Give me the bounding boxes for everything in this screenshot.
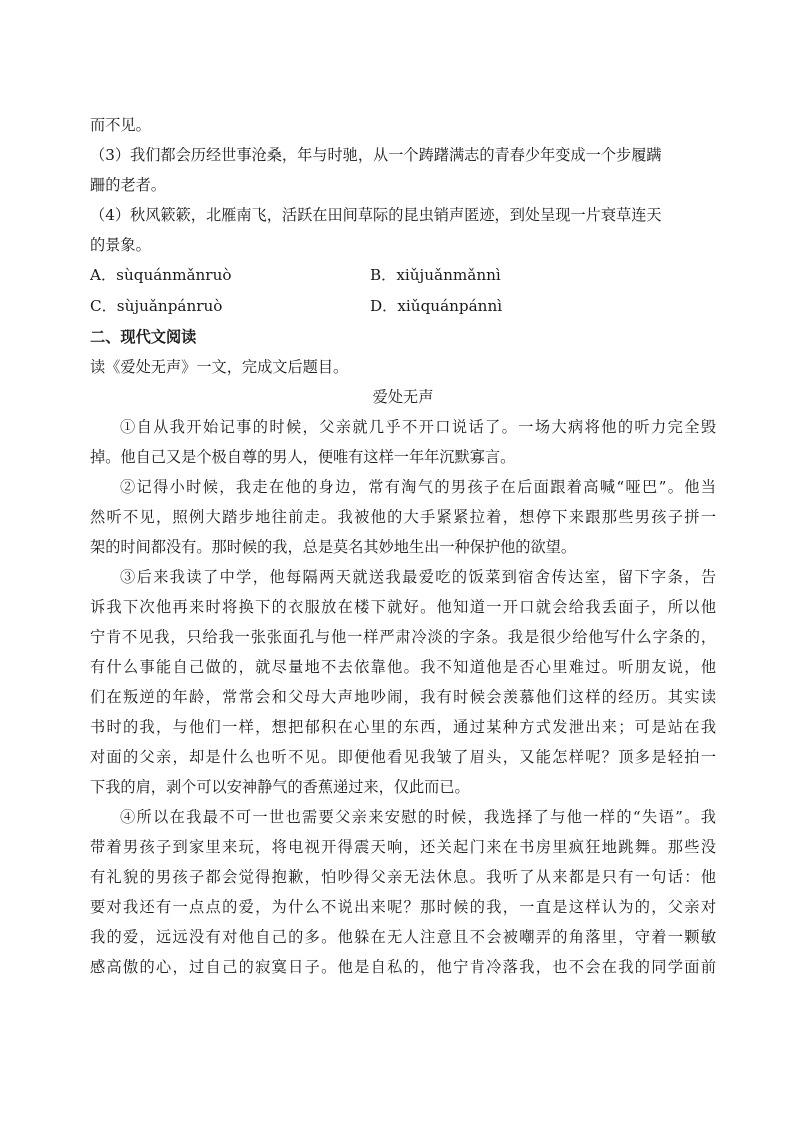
text-line: 然听不见，照例大踏步地往前走。我被他的大手紧紧拉着，想停下来跟那些男孩子拼一 (90, 508, 716, 526)
text-line: 有什么事能自己做的，就尽量地不去依靠他。我不知道他是否心里难过。听朋友说，他 (90, 658, 716, 676)
option-b: B．xiǔjuǎnmǎnnì (370, 266, 501, 284)
option-c: C．sùjuǎnpánruò (90, 297, 223, 315)
paragraph-4 (90, 802, 716, 982)
text-line: （4）秋风簌簌，北雁南飞，活跃在田间草际的昆虫销声匿迹，到处呈现一片衰草连天 (90, 206, 662, 224)
paragraph-1 (90, 412, 716, 472)
text-line: ①自从我开始记事的时候，父亲就几乎不开口说话了。一场大病将他的听力完全毁 (120, 418, 716, 436)
text-line: ③后来我读了中学，他每隔两天就送我最爱吃的饭菜到宿舍传达室，留下字条，告 (120, 568, 716, 586)
text-line: 诉我下次他再来时将换下的衣服放在楼下就好。他知道一开口就会给我丢面子，所以他 (90, 598, 716, 616)
text-line: 跚的老者。 (90, 176, 166, 194)
option-row (90, 291, 716, 322)
question-text-block (90, 110, 716, 260)
option-a: A．sùquánmǎnruò (90, 266, 232, 284)
instruction-text: 读《爱处无声》一文，完成文后题目。 (90, 358, 349, 376)
option-d: D．xiǔquánpánnì (370, 297, 503, 315)
section-title: 二、现代文阅读 (90, 328, 197, 346)
text-line: 带着男孩子到家里来玩，将电视开得震天响，还关起门来在书房里疯狂地跳舞。那些没 (90, 838, 716, 856)
text-line: 架的时间都没有。那时候的我，总是莫名其妙地生出一种保护他的欲望。 (90, 538, 576, 556)
text-line: 我的爱，远远没有对他自己的多。他躲在无人注意且不会被嘲弄的角落里，守着一颗敏 (90, 928, 716, 946)
paragraph-2 (90, 472, 716, 562)
text-line: 们在叛逆的年龄，常常会和父母大声地吵闹，我有时候会羡慕他们这样的经历。其实读 (90, 688, 716, 706)
text-line: 感高傲的心，过自己的寂寞日子。他是自私的，他宁肯冷落我，也不会在我的同学面前 (90, 958, 716, 976)
text-line: 对面的父亲，却是什么也听不见。即便他看见我皱了眉头，又能怎样呢？顶多是轻拍一 (90, 748, 716, 766)
text-line: 宁肯不见我，只给我一张张面孔与他一样严肃冷淡的字条。我是很少给他写什么字条的， (90, 628, 716, 646)
text-line: 的景象。 (90, 236, 151, 254)
text-line: 书时的我，与他们一样，想把郁积在心里的东西，通过某种方式发泄出来；可是站在我 (90, 718, 716, 736)
article-title: 爱处无声 (372, 388, 434, 406)
text-line: 有礼貌的男孩子都会觉得抱歉，怕吵得父亲无法休息。我听了从来都是只有一句话：他 (90, 868, 716, 886)
document-page (90, 110, 716, 982)
answer-options (90, 260, 716, 322)
text-line: 下我的肩，剥个可以安神静气的香蕉递过来，仅此而已。 (90, 778, 470, 796)
paragraph-3 (90, 562, 716, 802)
text-line: 掉。他自己又是个极自尊的男人，便唯有这样一年年沉默寡言。 (90, 448, 516, 466)
option-row (90, 260, 716, 291)
text-line: 而不见。 (90, 116, 151, 134)
text-line: ④所以在我最不可一世也需要父亲来安慰的时候，我选择了与他一样的“失语”。我 (120, 808, 716, 826)
text-line: 要对我还有一点点的爱，为什么不说出来呢？那时候的我，一直是这样认为的，父亲对 (90, 898, 716, 916)
text-line: ②记得小时候，我走在他的身边，常有淘气的男孩子在后面跟着高喊“哑巴”。他当 (120, 478, 716, 496)
text-line: （3）我们都会历经世事沧桑，年与时驰，从一个踌躇满志的青春少年变成一个步履蹒 (90, 146, 662, 164)
